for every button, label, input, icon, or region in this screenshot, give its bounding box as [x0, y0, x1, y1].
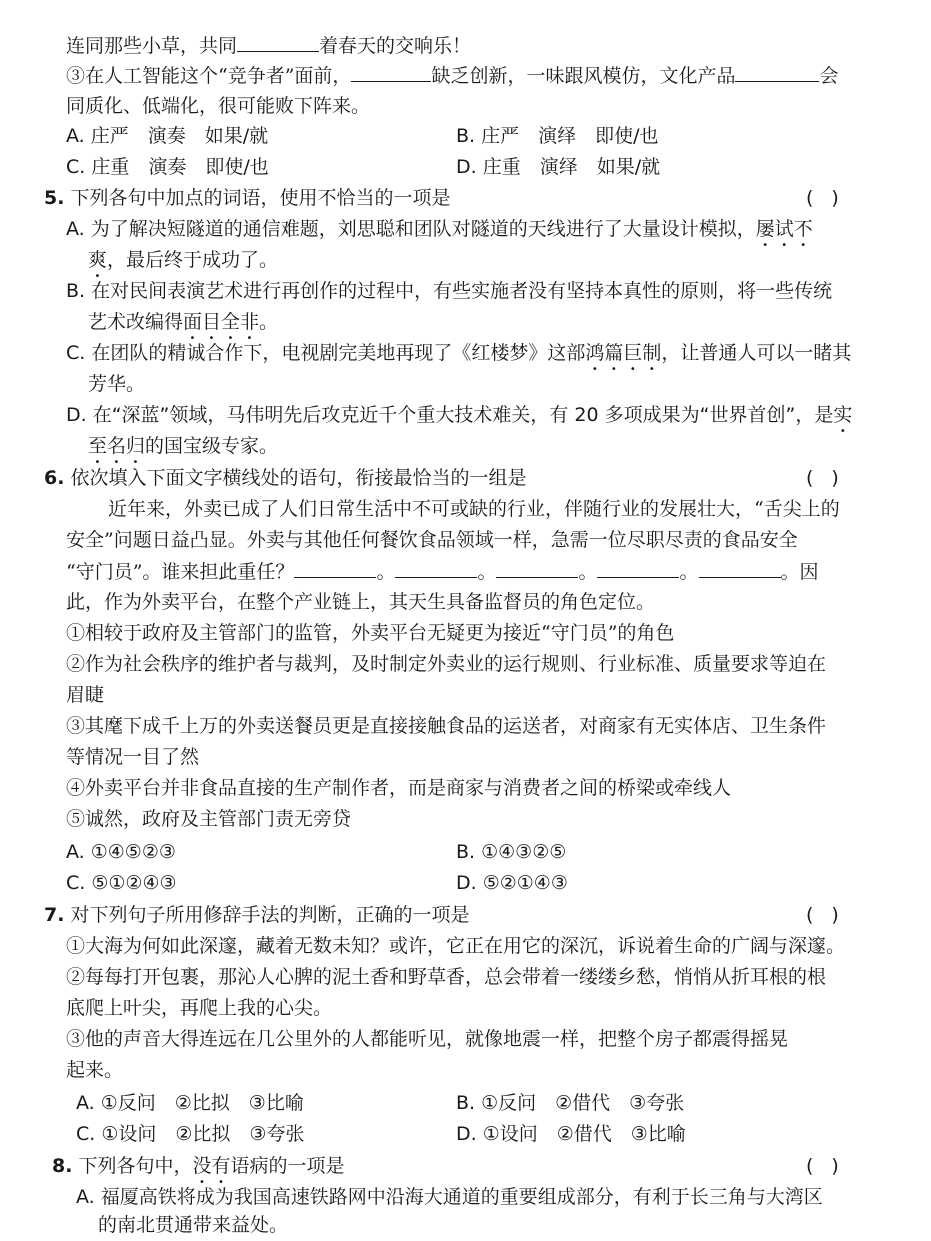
q8-stem-text-end: 语病的一项是 [230, 1155, 345, 1177]
q7-stem-text: 对下列句子所用修辞手法的判断，正确的一项是 [70, 904, 470, 926]
q6-blank-3 [496, 559, 578, 578]
q6-passage-line2: 安全”问题日益凸显。外卖与其他任何餐饮食品领域一样，急需一位尽职尽责的食品安全 [66, 529, 798, 551]
q5-option-b[interactable]: B. 在对民间表演艺术进行再创作的过程中，有些实施者没有坚持本真性的原则，将一些传统 [66, 280, 833, 302]
q7-sentence-1: ①大海为何如此深邃，藏着无数未知？或许，它正在用它的深沉，诉说着生命的广阔与深邃。 [66, 935, 846, 957]
q5-stem-text: 下列各句中加点的词语，使用不恰当的一项是 [70, 187, 451, 209]
q6-option-a[interactable]: A. ①④⑤②③ [66, 841, 176, 863]
q5-option-c[interactable] [66, 341, 851, 375]
q5-b-dotted-word: 面目全非 [183, 311, 260, 333]
q4-blank-2 [351, 63, 431, 82]
q6-passage-text-end: 因 [799, 561, 819, 583]
q6-blank-1 [294, 559, 376, 578]
q5-c-text: C. 在团队的精诚合作下，电视剧完美地再现了《红楼梦》这部 [66, 342, 586, 364]
q5-a-dotted-word-end: 爽 [88, 249, 108, 271]
q5-option-d-line2 [88, 434, 278, 468]
q7-option-a[interactable]: A. ①反问 ②比拟 ③比喻 [76, 1092, 304, 1114]
q6-option-d[interactable]: D. ⑤②①④③ [456, 872, 568, 894]
q5-d-text-end: 的国宝级专家。 [145, 435, 279, 457]
q6-answer-parens[interactable]: () [806, 467, 857, 489]
q6-period-5: 。 [780, 561, 800, 583]
q8-stem-dotted-word: 没有 [192, 1155, 231, 1177]
q4-option-a[interactable]: A. 庄严 演奏 如果/就 [66, 125, 269, 147]
q5-a-dotted-word: 屡试不 [755, 218, 813, 240]
q5-a-text-end: ，最后终于成功了。 [107, 249, 279, 271]
q4-option-b[interactable]: B. 庄严 演绎 即使/也 [456, 125, 659, 147]
q5-b-text-end: 。 [259, 311, 279, 333]
q7-option-d[interactable]: D. ①设问 ②借代 ③比喻 [456, 1123, 686, 1145]
q8-option-a[interactable]: A. 福厦高铁将成为我国高速铁路网中沿海大通道的重要组成部分，有利于长三角与大湾区 [76, 1186, 823, 1208]
q4-line1 [66, 33, 471, 58]
q4-option-d[interactable]: D. 庄重 演绎 如果/就 [456, 156, 661, 178]
q6-sentence-3-line2: 等情况一目了然 [66, 746, 200, 768]
q6-period-1: 。 [376, 561, 396, 583]
q6-option-c[interactable]: C. ⑤①②④③ [66, 872, 177, 894]
q7-answer-parens[interactable]: () [806, 904, 857, 926]
q4-sentence-3 [66, 63, 838, 88]
q5-option-c-line2: 芳华。 [88, 373, 146, 395]
q8-stem-text: 下列各句中， [78, 1155, 193, 1177]
q6-passage-text: “守门员”。谁来担此重任？ [66, 561, 295, 583]
q5-d-dotted-word: 实 [833, 404, 853, 426]
q5-option-b-line2 [88, 310, 278, 344]
q6-sentence-2: ②作为社会秩序的维护者与裁判，及时制定外卖业的运行规则、行业标准、质量要求等迫在 [66, 653, 827, 675]
q6-blank-2 [395, 559, 477, 578]
q7-stem [44, 903, 470, 927]
q4-sentence-3-line2: 同质化、低端化，很可能败下阵来。 [66, 95, 371, 117]
q7-sentence-3: ③他的声音大得连远在几公里外的人都能听见，就像地震一样，把整个房子都震得摇晃 [66, 1028, 789, 1050]
q7-sentence-2: ②每每打开包裹，那沁人心脾的泥土香和野草香，总会带着一缕缕乡愁，悄悄从折耳根的根 [66, 966, 827, 988]
q6-sentence-1: ①相较于政府及主管部门的监管，外卖平台无疑更为接近“守门员”的角色 [66, 622, 675, 644]
q7-option-c[interactable]: C. ①设问 ②比拟 ③夸张 [76, 1123, 305, 1145]
q4-line1-text-end: 着春天的交响乐！ [319, 35, 472, 57]
q4-line1-text: 连同那些小草，共同 [66, 35, 238, 57]
q8-number: 8. [52, 1155, 73, 1177]
q6-period-3: 。 [578, 561, 598, 583]
q5-b-text: 艺术改编得 [88, 311, 184, 333]
q7-sentence-2-line2: 底爬上叶尖，再爬上我的心尖。 [66, 997, 333, 1019]
q6-period-4: 。 [679, 561, 699, 583]
q6-blank-4 [597, 559, 679, 578]
q5-option-a[interactable] [66, 217, 813, 251]
q7-number: 7. [44, 904, 65, 926]
q8-option-a-line2: 的南北贯通带来益处。 [98, 1214, 289, 1236]
q5-option-a-line2 [88, 248, 278, 282]
q4-s3-text-c: 会 [819, 65, 839, 87]
q4-option-c[interactable]: C. 庄重 演奏 即使/也 [66, 156, 269, 178]
q6-stem-text: 依次填入下面文字横线处的语句，衔接最恰当的一组是 [70, 467, 527, 489]
q5-answer-parens[interactable]: () [806, 187, 857, 209]
q6-option-b[interactable]: B. ①④③②⑤ [456, 841, 567, 863]
q6-sentence-3: ③其麾下成千上万的外卖送餐员更是直接接触食品的运送者，对商家有无实体店、卫生条件 [66, 715, 827, 737]
q4-s3-text-a: ③在人工智能这个“竞争者”面前， [66, 65, 352, 87]
q6-blank-5 [699, 559, 781, 578]
q4-blank-3 [735, 63, 819, 82]
q5-d-text: D. 在“深蓝”领域，马伟明先后攻克近千个重大技术难关，有 20 多项成果为“世界首创”，是 [66, 404, 834, 426]
q5-c-text-end: ，让普通人可以一睹其 [661, 342, 852, 364]
q5-c-dotted-word: 鸿篇巨制 [585, 342, 662, 364]
q6-period-2: 。 [477, 561, 497, 583]
q5-stem [44, 186, 451, 210]
q6-passage-line4: 此，作为外卖平台，在整个产业链上，其天生具备监督员的角色定位。 [66, 591, 656, 613]
q6-stem [44, 466, 527, 490]
q4-blank-1 [237, 33, 319, 52]
q6-passage-line1: 近年来，外卖已成了人们日常生活中不可或缺的行业，伴随行业的发展壮大，“舌尖上的 [108, 498, 840, 520]
q5-a-text: A. 为了解决短隧道的通信难题，刘思聪和团队对隧道的天线进行了大量设计模拟， [66, 218, 756, 240]
q8-stem [52, 1154, 345, 1188]
q5-option-d[interactable] [66, 403, 852, 437]
q7-option-b[interactable]: B. ①反问 ②借代 ③夸张 [456, 1092, 685, 1114]
q6-sentence-4: ④外卖平台并非食品直接的生产制作者，而是商家与消费者之间的桥梁或牵线人 [66, 777, 732, 799]
q5-d-dotted-word-end: 至名归 [88, 435, 146, 457]
q6-number: 6. [44, 467, 65, 489]
q8-answer-parens[interactable]: () [806, 1155, 857, 1177]
q4-s3-text-b: 缺乏创新，一味跟风模仿，文化产品 [431, 65, 736, 87]
q6-sentence-2-line2: 眉睫 [66, 684, 105, 706]
q7-sentence-3-line2: 起来。 [66, 1059, 124, 1081]
q6-passage-line3 [66, 559, 819, 584]
q5-number: 5. [44, 187, 65, 209]
q6-sentence-5: ⑤诚然，政府及主管部门责无旁贷 [66, 808, 352, 830]
